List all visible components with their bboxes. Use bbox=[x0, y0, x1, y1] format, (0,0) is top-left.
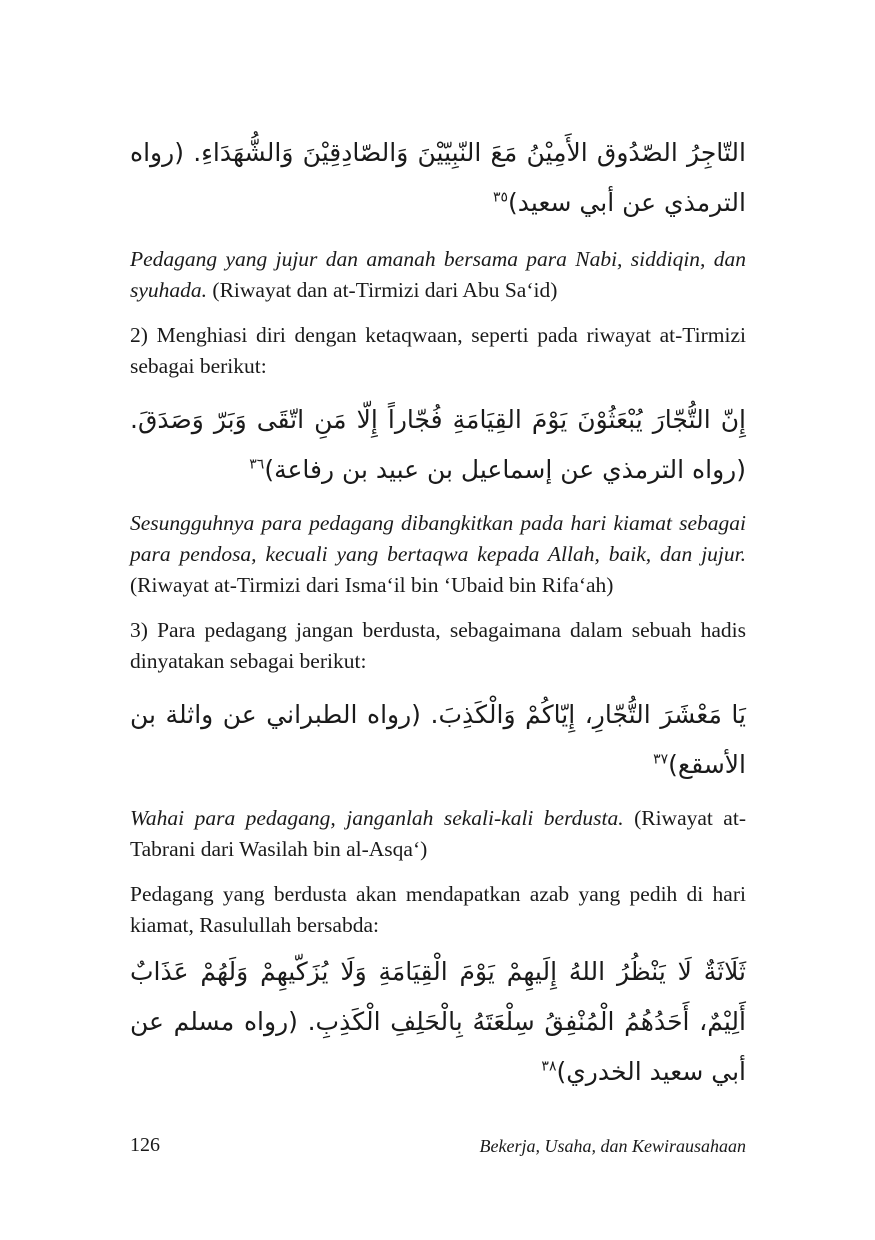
translation-2-source: (Riwayat at-Tirmizi dari Isma‘il bin ‘Ubaid bin Rifa‘ah) bbox=[130, 573, 614, 597]
translation-1-italic: Pedagang yang jujur dan amanah bersama para Nabi, siddiqin, dan syuhada. bbox=[130, 247, 746, 302]
footnote-marker-36: ٣٦ bbox=[249, 456, 265, 473]
point-3-text: 3) Para pedagang jangan berdusta, sebagaimana dalam sebuah hadis dinyatakan sebagai berikut: bbox=[130, 618, 746, 673]
hadith-arabic-1-text: التّاجِرُ الصّدُوق الأَمِيْنُ مَعَ النّبِيّيْنَ وَالصّادِقِيْنَ وَالشُّهَدَاءِ. (رواه الترمذي عن أبي سعيد) bbox=[130, 138, 746, 217]
footnote-marker-37: ٣٧ bbox=[653, 751, 669, 768]
hadith-arabic-4 bbox=[130, 947, 746, 1097]
footnote-marker-38: ٣٨ bbox=[541, 1058, 557, 1075]
hadith-arabic-2 bbox=[130, 395, 746, 495]
translation-1-source: (Riwayat dan at-Tirmizi dari Abu Sa‘id) bbox=[207, 278, 558, 302]
hadith-arabic-4-text: ثَلَاثَةٌ لَا يَنْظُرُ اللهُ إِلَيهِمْ يَوْمَ الْقِيَامَةِ وَلَا يُزَكّيهِمْ وَلَهُمْ عَذَابٌ أَلِيْمٌ، أَحَدُهُمُ الْمُنْفِقُ سِلْعَتَهُ بِالْحَلِفِ الْكَذِبِ. (رواه مسلم عن أبي سعيد الخدري) bbox=[130, 957, 746, 1086]
point-2-text: 2) Menghiasi diri dengan ketaqwaan, seperti pada riwayat at-Tirmizi sebagai berikut: bbox=[130, 323, 746, 378]
azab-text: Pedagang yang berdusta akan mendapatkan azab yang pedih di hari kiamat, Rasulullah bersabda: bbox=[130, 882, 746, 937]
hadith-arabic-2-text: إِنّ التُّجّارَ يُبْعَثُوْنَ يَوْمَ القِيَامَةِ فُجّاراً إِلّا مَنِ اتّقَى وَبَرّ وَصَدَقَ.(رواه الترمذي عن إسماعيل بن عبيد بن رفاعة) bbox=[130, 405, 746, 484]
azab-paragraph bbox=[130, 879, 746, 941]
hadith-arabic-1 bbox=[130, 128, 746, 228]
point-2-paragraph bbox=[130, 320, 746, 382]
translation-2 bbox=[130, 508, 746, 601]
translation-3-italic: Wahai para pedagang, janganlah sekali-kali berdusta. bbox=[130, 806, 624, 830]
hadith-arabic-3-text: يَا مَعْشَرَ التُّجّارِ، إِيّاكُمْ وَالْكَذِبَ. (رواه الطبراني عن واثلة بن الأسقع) bbox=[130, 700, 746, 779]
point-3-paragraph bbox=[130, 615, 746, 677]
translation-3-source: (Riwayat at-Tabrani dari Wasilah bin al-Asqa‘) bbox=[130, 806, 746, 861]
page-number: 126 bbox=[130, 1134, 160, 1156]
translation-1 bbox=[130, 244, 746, 306]
page-footer bbox=[130, 1134, 746, 1164]
hadith-arabic-3 bbox=[130, 690, 746, 790]
running-title: Bekerja, Usaha, dan Kewirausahaan bbox=[479, 1136, 746, 1156]
footnote-marker-35: ٣٥ bbox=[493, 189, 509, 206]
translation-3 bbox=[130, 803, 746, 865]
translation-2-italic: Sesungguhnya para pedagang dibangkitkan pada hari kiamat sebagai para pendosa, kecuali yang bertaqwa kepada Allah, baik, dan jujur. bbox=[130, 511, 746, 566]
